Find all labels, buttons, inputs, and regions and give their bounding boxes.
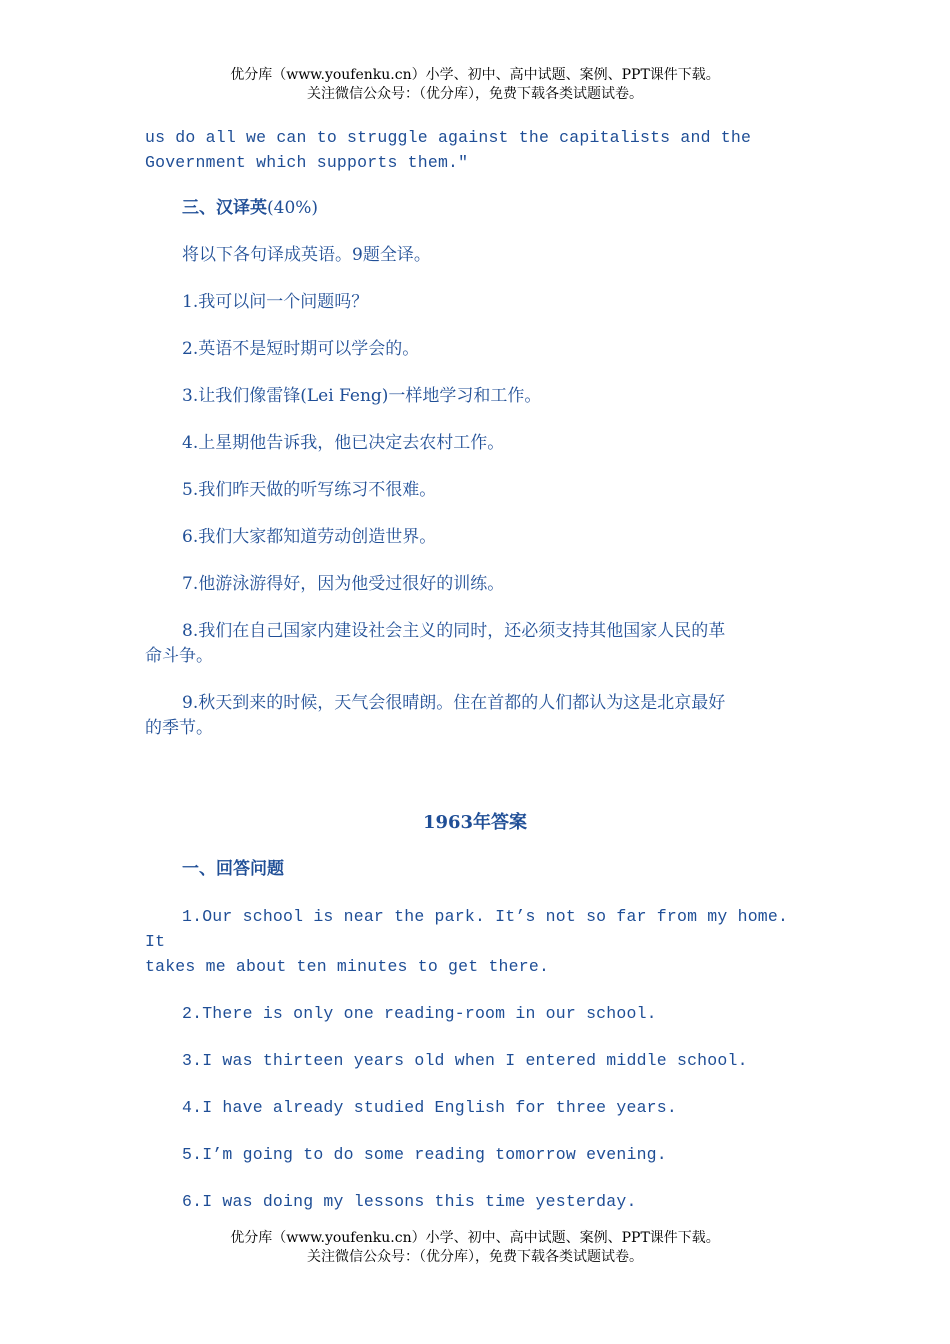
section-3-heading-text: 三、汉译英 xyxy=(182,198,267,218)
translation-item-9 xyxy=(145,691,805,741)
translation-item: 5.我们昨天做的听写练习不很难。 xyxy=(182,480,437,500)
answer-item-1-line-1: 1.Our school is near the park. It’s not so far from my home. It xyxy=(145,907,789,951)
continued-text-line-2: Government which supports them.″ xyxy=(145,153,469,172)
page-header xyxy=(0,66,950,104)
section-3-instruction: 将以下各句译成英语。9题全译。 xyxy=(182,245,431,265)
document-body xyxy=(145,125,805,1214)
footer-line-2: 关注微信公众号：（优分库），免费下载各类试题试卷。 xyxy=(307,1249,643,1265)
page-footer xyxy=(0,1229,950,1267)
answer-item: 6.I was doing my lessons this time yesterday. xyxy=(182,1192,637,1211)
answer-item-1-line-2: takes me about ten minutes to get there. xyxy=(145,957,550,976)
answer-item: 2.There is only one reading-room in our school. xyxy=(182,1004,657,1023)
answer-item-1 xyxy=(145,904,805,979)
translation-item: 2.英语不是短时期可以学会的。 xyxy=(182,339,420,359)
answer-item: 3.I was thirteen years old when I entered middle school. xyxy=(182,1051,748,1070)
translation-item-9-line-1: 9.秋天到来的时候，天气会很晴朗。住在首都的人们都认为这是北京最好 xyxy=(182,693,726,713)
translation-item: 4.上星期他告诉我，他已决定去农村工作。 xyxy=(182,433,505,453)
translation-item-8 xyxy=(145,619,805,669)
translation-item-9-line-2: 的季节。 xyxy=(145,718,213,738)
answers-section-1-heading: 一、回答问题 xyxy=(182,859,284,879)
header-line-1: 优分库（www.youfenku.cn）小学、初中、高中试题、案例、PPT课件下载。 xyxy=(230,67,720,83)
translation-item: 3.让我们像雷锋(Lei Feng)一样地学习和工作。 xyxy=(182,386,542,406)
continued-text-line-1: us do all we can to struggle against the capitalists and the xyxy=(145,128,752,147)
footer-line-1: 优分库（www.youfenku.cn）小学、初中、高中试题、案例、PPT课件下载。 xyxy=(230,1230,720,1246)
answers-title: 1963年答案 xyxy=(422,812,528,833)
translation-item-8-line-2: 命斗争。 xyxy=(145,646,213,666)
header-line-2: 关注微信公众号：（优分库），免费下载各类试题试卷。 xyxy=(307,86,643,102)
translation-item: 1.我可以问一个问题吗？ xyxy=(182,292,369,312)
translation-item: 7.他游泳游得好，因为他受过很好的训练。 xyxy=(182,574,505,594)
answer-item: 5.I’m going to do some reading tomorrow evening. xyxy=(182,1145,667,1164)
section-3-heading-percent: (40%) xyxy=(267,198,319,218)
section-3-heading xyxy=(145,196,805,221)
translation-item: 6.我们大家都知道劳动创造世界。 xyxy=(182,527,437,547)
answer-item: 4.I have already studied English for three years. xyxy=(182,1098,677,1117)
translation-item-8-line-1: 8.我们在自己国家内建设社会主义的同时，还必须支持其他国家人民的革 xyxy=(182,621,726,641)
